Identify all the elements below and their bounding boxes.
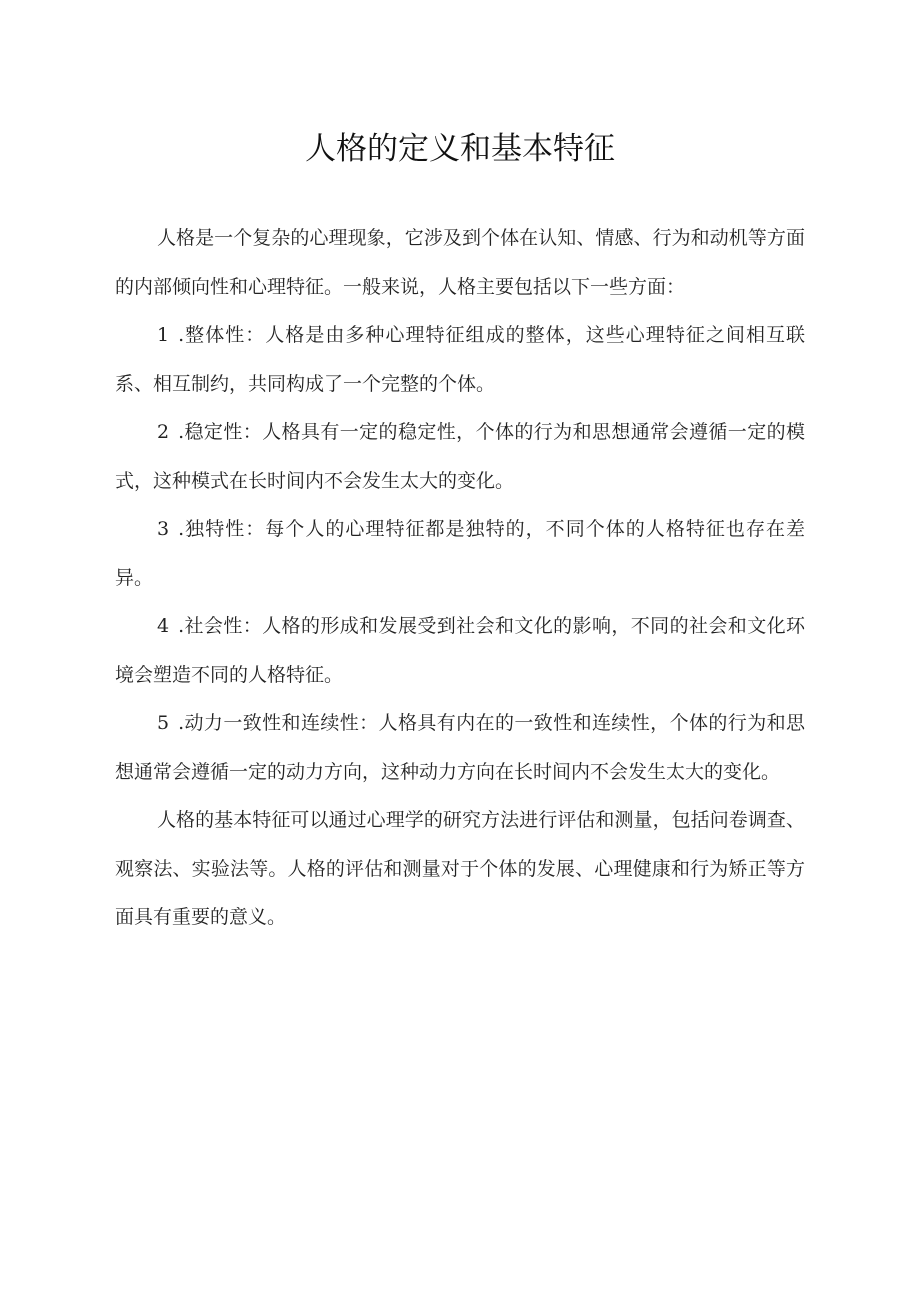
list-item xyxy=(115,602,805,699)
list-item-number: 5 xyxy=(157,712,170,734)
list-item xyxy=(115,408,805,505)
list-item-text: .独特性：每个人的心理特征都是独特的，不同个体的人格特征也存在差异。 xyxy=(115,518,805,589)
list-item xyxy=(115,505,805,602)
list-item-number: 4 xyxy=(157,615,170,637)
intro-paragraph: 人格是一个复杂的心理现象，它涉及到个体在认知、情感、行为和动机等方面的内部倾向性和心理特征。一般来说，人格主要包括以下一些方面： xyxy=(115,227,805,298)
list-item-text: .社会性：人格的形成和发展受到社会和文化的影响，不同的社会和文化环境会塑造不同的人格特征。 xyxy=(115,615,805,686)
list-item-text: .动力一致性和连续性：人格具有内在的一致性和连续性，个体的行为和思想通常会遵循一定的动力方向，这种动力方向在长时间内不会发生太大的变化。 xyxy=(115,712,805,783)
list-item-number: 2 xyxy=(157,421,170,443)
list-item-text: .整体性：人格是由多种心理特征组成的整体，这些心理特征之间相互联系、相互制约，共同构成了一个完整的个体。 xyxy=(115,324,805,395)
document-body xyxy=(115,214,805,942)
list-item xyxy=(115,311,805,408)
conclusion-paragraph: 人格的基本特征可以通过心理学的研究方法进行评估和测量，包括问卷调查、观察法、实验法等。人格的评估和测量对于个体的发展、心理健康和行为矫正等方面具有重要的意义。 xyxy=(115,809,805,928)
list-item-text: .稳定性：人格具有一定的稳定性，个体的行为和思想通常会遵循一定的模式，这种模式在长时间内不会发生太大的变化。 xyxy=(115,421,805,492)
page-title: 人格的定义和基本特征 xyxy=(305,131,615,167)
list-item xyxy=(115,699,805,796)
list-item-number: 1 xyxy=(157,324,170,346)
list-item-number: 3 xyxy=(157,518,170,540)
